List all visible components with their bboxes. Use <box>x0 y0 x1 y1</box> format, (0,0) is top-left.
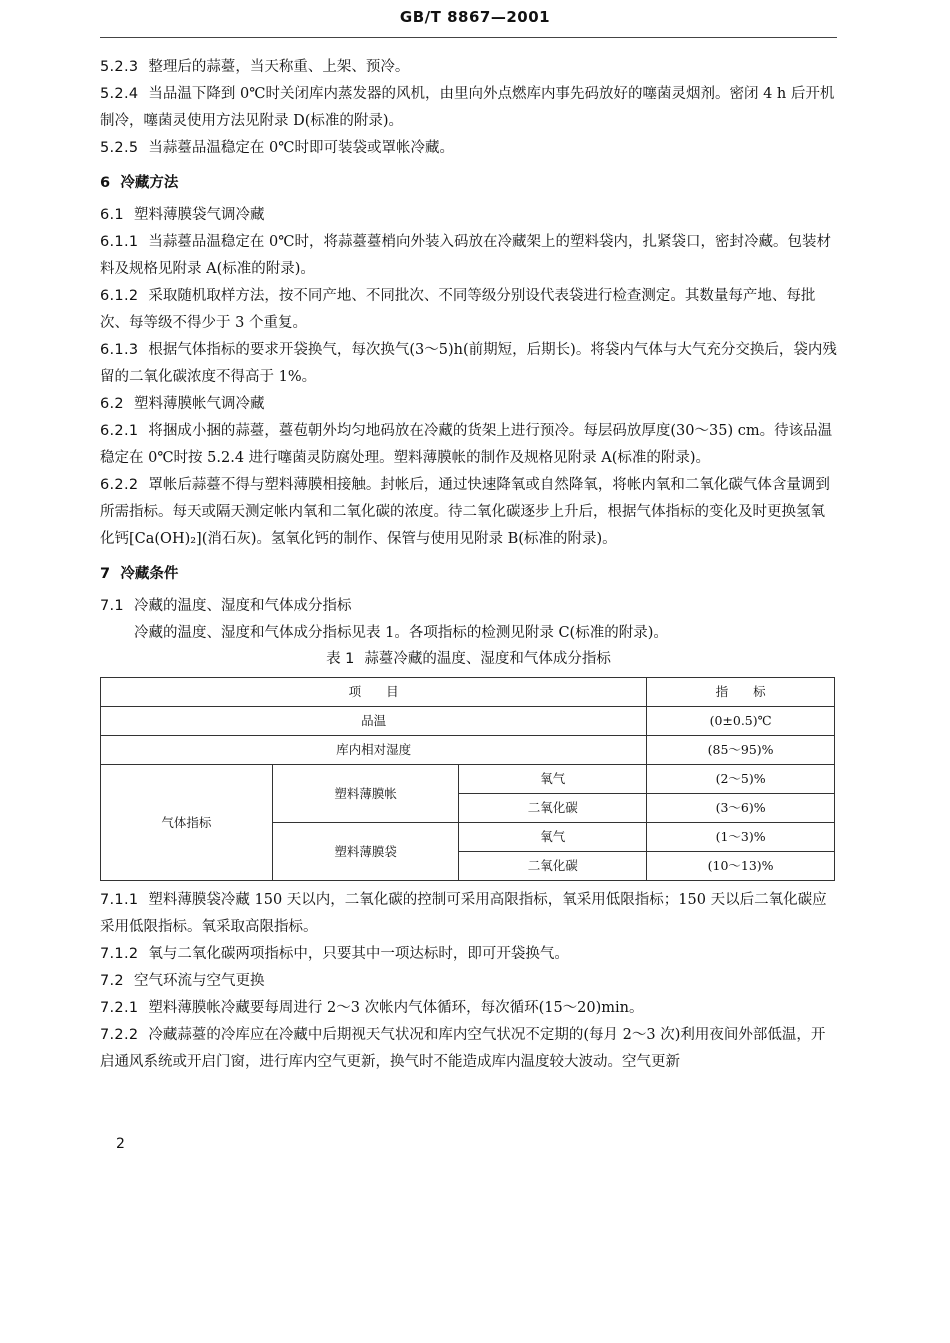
clause-number: 7.1 <box>100 598 124 614</box>
table-1-caption <box>100 646 837 673</box>
row-label-cell: 品温 <box>101 707 647 736</box>
gas-value-cell: (1～3)% <box>647 823 835 852</box>
gas-name-cell: 氧气 <box>459 823 647 852</box>
clause-6-1-3 <box>100 337 837 391</box>
clause-text: 塑料薄膜帐气调冷藏 <box>133 396 265 412</box>
clause-5-2-5 <box>100 135 837 162</box>
clause-text: 整理后的蒜薹，当天称重、上架、预冷。 <box>148 59 410 75</box>
clause-text: 空气环流与空气更换 <box>133 973 265 989</box>
row-label-cell: 库内相对湿度 <box>101 736 647 765</box>
storage-index-table <box>100 677 835 881</box>
clause-7-1 <box>100 593 837 620</box>
clause-text: 塑料薄膜袋冷藏 150 天以内，二氧化碳的控制可采用高限指标，氧采用低限指标；150 天以后二氧化碳应采用低限指标。氧采取高限指标。 <box>100 892 827 935</box>
clause-6-1 <box>100 202 837 229</box>
clause-7-1-2 <box>100 941 837 968</box>
section-number: 6 <box>100 175 111 191</box>
clause-text: 塑料薄膜帐冷藏要每周进行 2～3 次帐内气体循环，每次循环(15～20)min。 <box>148 1000 644 1016</box>
gas-label-cell: 气体指标 <box>101 765 273 881</box>
clause-text: 氧与二氧化碳两项指标中，只要其中一项达标时，即可开袋换气。 <box>148 946 569 962</box>
header-value-cell: 指 标 <box>647 678 835 707</box>
gas-name-cell: 二氧化碳 <box>459 852 647 881</box>
row-value-cell: (85～95)% <box>647 736 835 765</box>
clause-number: 5.2.5 <box>100 140 139 156</box>
clause-text: 冷藏蒜薹的冷库应在冷藏中后期视天气状况和库内空气状况不定期的(每月 2～3 次)利用夜间外部低温，开启通风系统或开启门窗，进行库内空气更新，换气时不能造成库内温度较大波动。空气更新 <box>100 1027 826 1070</box>
clause-text: 根据气体指标的要求开袋换气，每次换气(3～5)h(前期短，后期长)。将袋内气体与大气充分交换后，袋内残留的二氧化碳浓度不得高于 1%。 <box>100 342 837 385</box>
clause-6-2 <box>100 391 837 418</box>
clause-6-1-2 <box>100 283 837 337</box>
clause-text: 当品温下降到 0℃时关闭库内蒸发器的风机，由里向外点燃库内事先码放好的噻菌灵烟剂。密闭 4 h 后开机制冷，噻菌灵使用方法见附录 D(标准的附录)。 <box>100 86 835 129</box>
gas-name-cell: 二氧化碳 <box>459 794 647 823</box>
clause-7-1-intro: 冷藏的温度、湿度和气体成分指标见表 1。各项指标的检测见附录 C(标准的附录)。 <box>134 625 668 641</box>
clause-5-2-4 <box>100 81 837 135</box>
gas-group-cell: 塑料薄膜袋 <box>272 823 459 881</box>
section-number: 7 <box>100 566 111 582</box>
gas-group-cell: 塑料薄膜帐 <box>272 765 459 823</box>
table-row <box>101 736 835 765</box>
clause-number: 6.1.2 <box>100 288 139 304</box>
document-body <box>100 54 837 1076</box>
header-item-cell: 项 目 <box>101 678 647 707</box>
clause-number: 5.2.3 <box>100 59 139 75</box>
clause-text: 罩帐后蒜薹不得与塑料薄膜相接触。封帐后，通过快速降氧或自然降氧，将帐内氧和二氧化碳气体含量调到所需指标。每天或隔天测定帐内氧和二氧化碳的浓度。待二氧化碳逐步上升后，根据气体指标的变化及时更换氢氧化钙[Ca(OH)₂](消石灰)。氢氧化钙的制作、保管与使用见附录 B(标准的附录)。 <box>100 477 830 547</box>
clause-number: 6.2.2 <box>100 477 139 493</box>
clause-number: 7.1.1 <box>100 892 139 908</box>
clause-number: 6.1 <box>100 207 124 223</box>
table-number: 表 1 <box>326 651 355 667</box>
table-row <box>101 707 835 736</box>
clause-6-1-1 <box>100 229 837 283</box>
gas-value-cell: (10～13)% <box>647 852 835 881</box>
clause-7-1-1 <box>100 887 837 941</box>
clause-number: 6.1.1 <box>100 234 139 250</box>
table-header-row <box>101 678 835 707</box>
row-value-cell: (0±0.5)℃ <box>647 707 835 736</box>
header-rule <box>100 37 837 38</box>
clause-number: 6.2 <box>100 396 124 412</box>
clause-text: 塑料薄膜袋气调冷藏 <box>133 207 265 223</box>
clause-text: 冷藏的温度、湿度和气体成分指标 <box>133 598 352 614</box>
clause-text: 当蒜薹品温稳定在 0℃时，将蒜薹薹梢向外装入码放在冷藏架上的塑料袋内，扎紧袋口，密封冷藏。包装材料及规格见附录 A(标准的附录)。 <box>100 234 831 277</box>
clause-5-2-3 <box>100 54 837 81</box>
clause-number: 7.2.1 <box>100 1000 139 1016</box>
clause-text: 采取随机取样方法，按不同产地、不同批次、不同等级分别设代表袋进行检查测定。其数量每产地、每批次、每等级不得少于 3 个重复。 <box>100 288 816 331</box>
clause-6-2-1 <box>100 418 837 472</box>
clause-7-2 <box>100 968 837 995</box>
section-title: 冷藏方法 <box>120 175 179 191</box>
section-title: 冷藏条件 <box>120 566 179 582</box>
clause-number: 6.1.3 <box>100 342 139 358</box>
clause-7-2-1 <box>100 995 837 1022</box>
standard-code-header: GB/T 8867—2001 <box>399 8 551 26</box>
section-6-heading <box>100 170 837 197</box>
gas-name-cell: 氧气 <box>459 765 647 794</box>
clause-7-2-2 <box>100 1022 837 1076</box>
gas-value-cell: (3～6)% <box>647 794 835 823</box>
clause-6-2-2 <box>100 472 837 553</box>
clause-number: 7.2 <box>100 973 124 989</box>
page-number: 2 <box>116 1136 125 1152</box>
gas-value-cell: (2～5)% <box>647 765 835 794</box>
clause-number: 6.2.1 <box>100 423 139 439</box>
table-row <box>101 765 835 794</box>
clause-number: 5.2.4 <box>100 86 139 102</box>
clause-text: 将捆成小捆的蒜薹，薹苞朝外均匀地码放在冷藏的货架上进行预冷。每层码放厚度(30～35) cm。待该品温稳定在 0℃时按 5.2.4 进行噻菌灵防腐处理。塑料薄膜帐的制作及规格见附录 A(标准的附录)。 <box>100 423 833 466</box>
table-title: 蒜薹冷藏的温度、湿度和气体成分指标 <box>364 651 611 667</box>
clause-number: 7.2.2 <box>100 1027 139 1043</box>
clause-number: 7.1.2 <box>100 946 139 962</box>
section-7-heading <box>100 561 837 588</box>
clause-text: 当蒜薹品温稳定在 0℃时即可装袋或罩帐冷藏。 <box>148 140 454 156</box>
